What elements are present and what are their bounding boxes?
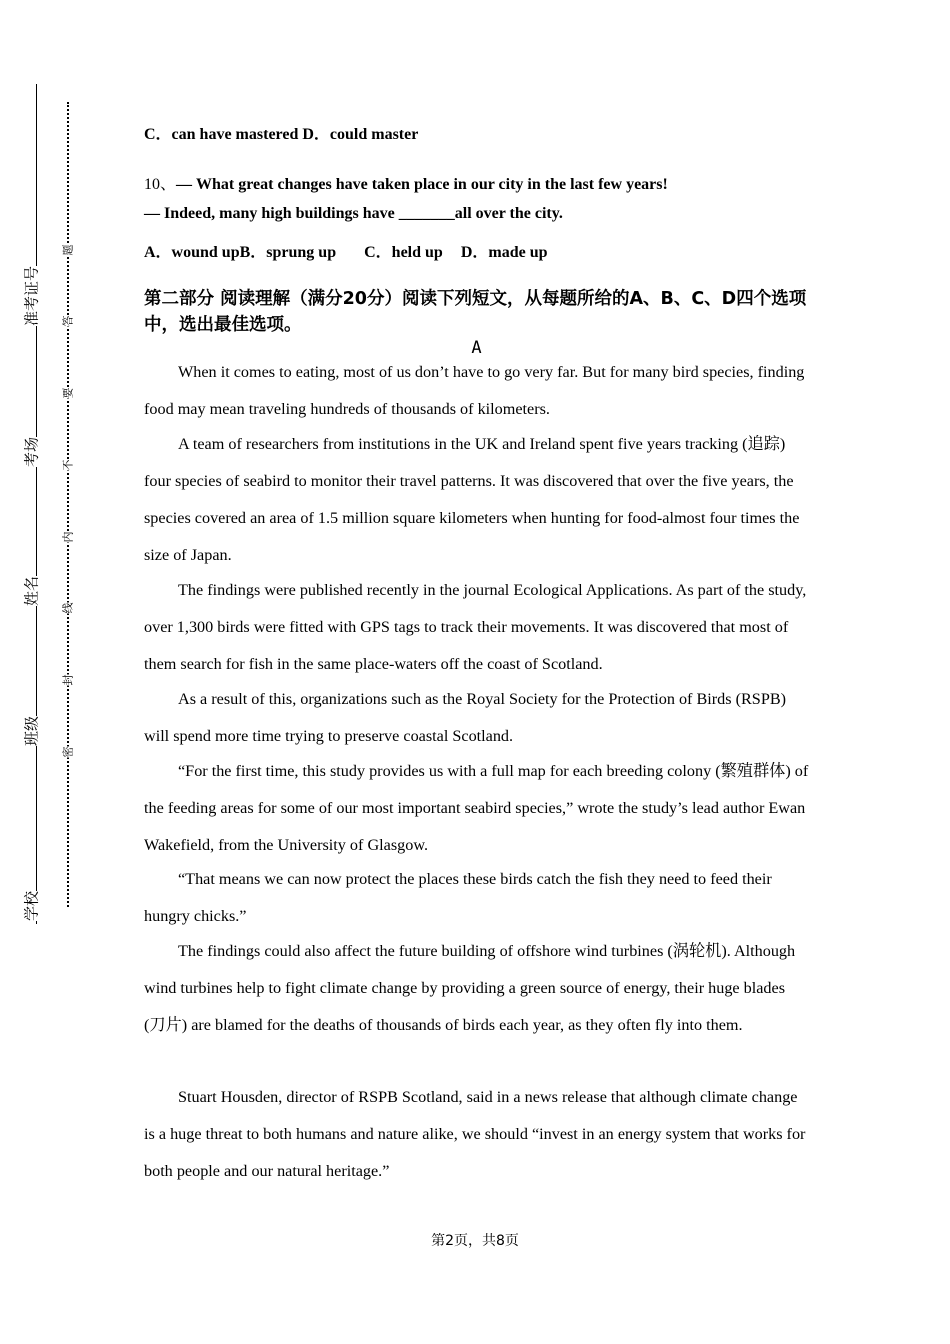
passage-paragraph: As a result of this, organizations such as the Royal Society for the Protection of Birds (RSPB) will spend more time trying to preserve coastal Scotland. <box>144 690 787 745</box>
option-c: C．held up <box>364 244 443 261</box>
passage-paragraph: Stuart Housden, director of RSPB Scotland, said in a news release that although climate change is a huge threat to both humans and nature alike, we should “invest in an energy system that works for both people and our natural heritage.” <box>144 1088 806 1180</box>
seal-char: 线 <box>61 602 75 614</box>
seal-char: 密 <box>61 746 75 758</box>
passage-paragraph: The findings were published recently in the journal Ecological Applications. As part of the study, over 1,300 birds were fitted with GPS tags to track their movements. It was discovered that most of them search for fish in the same place-waters off the coast of Scotland. <box>144 581 807 673</box>
passage-paragraph: When it comes to eating, most of us don’t have to go very far. But for many bird species, finding food may mean traveling hundreds of thousands of kilometers. <box>144 363 805 418</box>
q9-options: C．can have mastered D．could master <box>144 126 419 143</box>
q10-question-text: — What great changes have taken place in our city in the last few years! <box>176 176 668 193</box>
passage-paragraph: “That means we can now protect the places these birds catch the fish they need to feed their hungry chicks.” <box>144 870 772 925</box>
school-label: 学校 <box>19 891 44 921</box>
exam-room-label: 考场 <box>19 437 44 467</box>
passage-paragraph: The findings could also affect the future building of offshore wind turbines (涡轮机). Although wind turbines help to fight climate change by providing a green source of energy, their huge blades (刀片) are blamed for the deaths of thousands of birds each year, as they often fly into them. <box>144 942 796 1034</box>
seal-char: 封 <box>61 674 75 686</box>
section-heading: 第二部分 阅读理解（满分20分）阅读下列短文，从每题所给的A、B、C、D四个选项中，选出最佳选项。 <box>144 289 807 335</box>
page-footer: 第2页，共8页 <box>431 1233 519 1249</box>
binding-solid-line <box>36 84 37 924</box>
question-number: 10、 <box>144 176 177 193</box>
seal-char: 答 <box>61 315 75 327</box>
class-label: 班级 <box>19 716 44 746</box>
passage-paragraph: A team of researchers from institutions in the UK and Ireland spent five years tracking (追踪) four species of seabird to monitor their travel patterns. It was discovered that over the five years, the species covered an area of 1.5 million square kilometers when hunting for food-almost four times the size of Japan. <box>144 435 800 564</box>
passage-label: A <box>471 338 482 358</box>
seal-char: 题 <box>61 244 75 256</box>
q10-question <box>144 171 668 194</box>
q10-options <box>144 239 548 262</box>
seal-char: 不 <box>61 459 75 471</box>
passage-paragraph: “For the first time, this study provides us with a full map for each breeding colony (繁殖群体) of the feeding areas for some of our most important seabird species,” wrote the study’s lead author Ewan Wakefield, from the University of Glasgow. <box>144 762 809 854</box>
exam-number-label: 准考证号 <box>19 266 44 326</box>
binding-dotted-line <box>67 102 69 907</box>
name-label: 姓名 <box>19 576 44 606</box>
seal-char: 要 <box>61 387 75 399</box>
option-b: B．sprung up <box>239 244 337 261</box>
q10-answer: — Indeed, many high buildings have _______all over the city. <box>144 205 563 222</box>
option-d: D．made up <box>460 244 548 261</box>
seal-char: 内 <box>61 531 75 543</box>
option-a: A．wound up <box>144 244 240 261</box>
